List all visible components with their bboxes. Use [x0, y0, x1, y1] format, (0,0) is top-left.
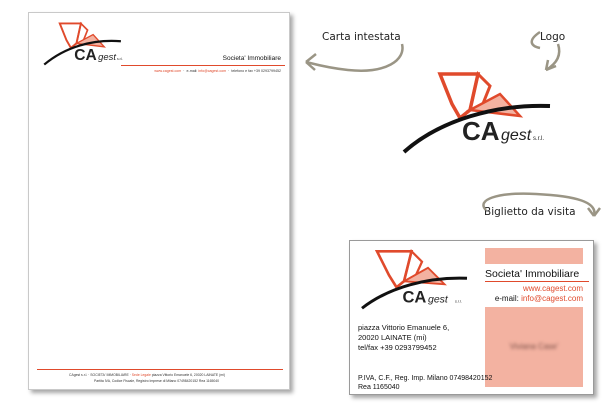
letterhead-email-label: e-mail:: [186, 69, 198, 73]
svg-text:s.r.l.: s.r.l.: [533, 136, 545, 142]
card-company: Societa' Immobiliare: [485, 268, 580, 280]
cagest-logo: [37, 19, 127, 69]
letterhead-footer-line1: [69, 373, 225, 377]
card-fiscal: [358, 374, 492, 392]
letterhead-web: www.cagest.com: [154, 69, 182, 73]
letterhead-footer-divider: [37, 369, 283, 370]
arrow-to-card-icon: [466, 190, 602, 230]
caption-logo: Logo: [540, 31, 566, 43]
business-card: [349, 240, 594, 395]
cagest-logo-card: [356, 245, 476, 313]
letterhead-contacts: www.cagest.com · e-mail: info@cagest.com · telefono e fax +39 0293799452: [154, 69, 281, 73]
svg-text:gest: gest: [98, 52, 116, 64]
letterhead-email: info@cagest.com: [198, 69, 227, 73]
svg-text:gest: gest: [501, 127, 532, 144]
letterhead-company: Societa' Immobiliare: [222, 55, 281, 62]
card-email-label: e-mail:: [494, 294, 519, 303]
letterhead-footer-line2: Partita IVA, Codice Fiscale, Registro Imprese di Milano 07498420152 Rea 1165040: [94, 379, 220, 383]
card-fiscal-line2: Rea 1165040: [358, 384, 400, 391]
letterhead-sheet: [28, 12, 290, 390]
card-person-name: Viviana Case': [509, 342, 559, 351]
card-web: www.cagest.com: [522, 284, 583, 293]
svg-text:s.r.l.: s.r.l.: [455, 299, 462, 304]
caption-letterhead: Carta intestata: [322, 31, 401, 43]
letterhead-footer-address: piazza Vittorio Emanuele 6, 20020 LAINATE (mi): [151, 373, 225, 377]
svg-text:gest: gest: [428, 293, 448, 306]
card-address-line1: piazza Vittorio Emanuele 6,: [358, 323, 450, 332]
card-address-line2: 20020 LAINATE (mi): [358, 333, 427, 342]
card-color-block: [485, 248, 583, 264]
card-address-line3: tel/fax +39 0293799452: [358, 343, 437, 352]
arrow-to-letterhead-icon: [298, 34, 410, 80]
card-divider: [485, 281, 589, 282]
card-address: [358, 323, 449, 353]
caption-business-card: Biglietto da visita: [484, 206, 576, 218]
svg-text:s.r.l.: s.r.l.: [117, 57, 124, 62]
letterhead-phone: telefono e fax +39 0293799452: [231, 69, 281, 73]
card-name-panel: [485, 307, 583, 387]
svg-text:CA: CA: [402, 288, 427, 307]
letterhead-footer-prefix: CAgest s.r.l. · SOCIETA' IMMOBILIARE ·: [69, 373, 131, 377]
letterhead-footer-sede: Sede Legale: [131, 373, 151, 377]
cagest-logo-large: [400, 66, 560, 156]
svg-text:CA: CA: [74, 47, 97, 65]
card-email: info@cagest.com: [521, 294, 583, 303]
svg-text:CA: CA: [462, 116, 500, 146]
letterhead-header-divider: [121, 65, 285, 66]
card-email-line: [495, 294, 583, 303]
card-fiscal-line1: P.IVA, C.F., Reg. Imp. Milano 07498420152: [358, 375, 493, 382]
